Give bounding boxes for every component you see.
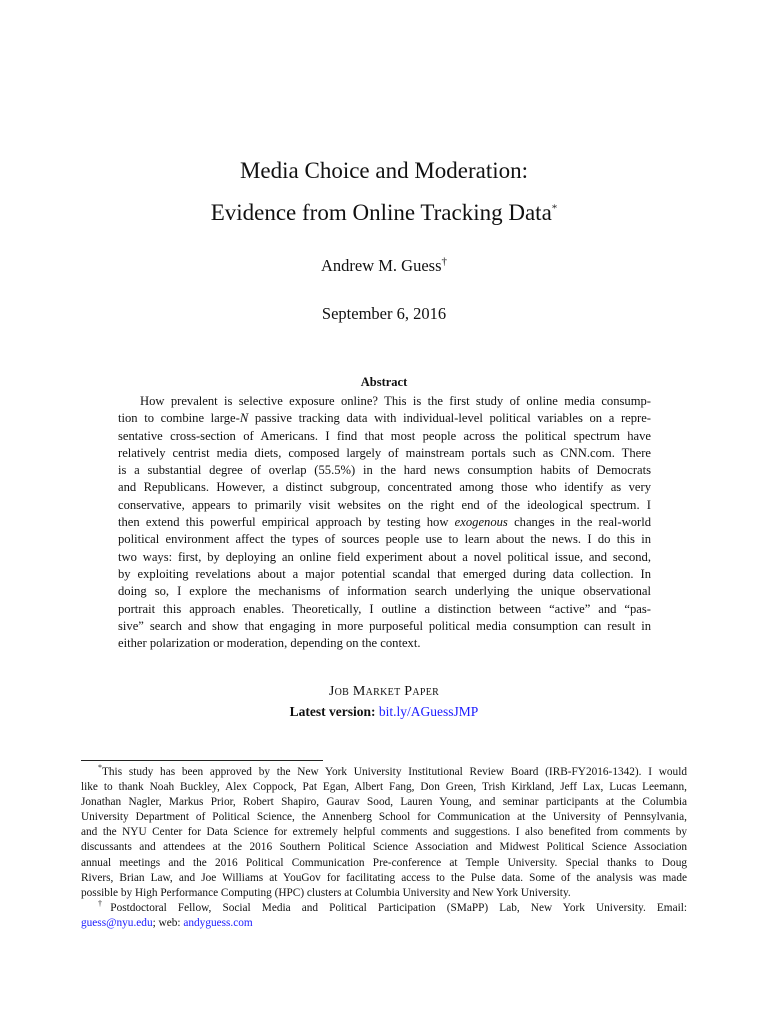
latest-version-label: Latest version: xyxy=(289,704,376,719)
abstract-heading: Abstract xyxy=(360,375,408,389)
footnote-1-line: University Department of Political Science, the Annenberg School for Communication at the University of Pennsylvania, xyxy=(81,811,687,824)
footnote-1-line: Jonathan Nagler, Markus Prior, Robert Shapiro, Gaurav Sood, Lauren Young, and seminar participants at the Columbia xyxy=(81,796,687,809)
website-link[interactable]: andyguess.com xyxy=(183,916,253,929)
paper-title-line-2 xyxy=(0,198,768,228)
footnote-1-line: and the NYU Center for Data Science for extremely helpful comments and suggestions. I also benefited from comments by xyxy=(81,826,687,839)
footnote-1-line: discussants and attendees at the 2016 Southern Political Science Association and Midwest Political Science Association xyxy=(81,841,687,854)
footnote-rule xyxy=(81,760,323,761)
abstract-line: then extend this powerful empirical approach by testing how exogenous changes in the real-world xyxy=(118,515,651,530)
abstract-line: and Republicans. However, a distinct subgroup, concentrated among those who identify as very xyxy=(118,480,651,495)
abstract-line: either polarization or moderation, depending on the context. xyxy=(118,636,421,651)
abstract-line: doing so, I explore the mechanisms of information search underlying the unique observational xyxy=(118,584,651,599)
email-link[interactable]: guess@nyu.edu xyxy=(81,916,153,929)
abstract-line: conservative, appears to primarily visit websites on the right end of the ideological spectrum. I xyxy=(118,497,651,512)
footnote-1-line xyxy=(81,765,687,780)
abstract-line: tion to combine large-N passive tracking data with individual-level political variables on a repre- xyxy=(118,411,651,426)
footnote-1-line: like to thank Noah Buckley, Alex Coppock, Pat Egan, Albert Fang, Don Green, Trish Kirkland, Jeff Lax, Lucas Leemann, xyxy=(81,781,687,794)
footnote-1-mark: * xyxy=(98,763,102,773)
abstract-line: portrait this approach enables. Theoretically, I outline a distinction between “active” and “pas- xyxy=(118,601,651,616)
title-text-1: Media Choice and Moderation: xyxy=(239,158,529,183)
abstract-line: sentative cross-section of Americans. I find that most people across the political spectrum have xyxy=(118,428,651,443)
author-name xyxy=(0,255,768,277)
web-label: ; web: xyxy=(152,916,181,929)
abstract-line: is a substantial degree of overlap (55.5%) in the hard news consumption habits of Democrats xyxy=(118,463,651,478)
footnote-2-contact xyxy=(81,916,687,931)
paper-title-line-1 xyxy=(0,156,768,186)
footnote-1-line: Rivers, Brian Law, and Joe Williams at YouGov for facilitating access to the Pulse data. Some of the analysis was made xyxy=(81,871,687,884)
abstract-body xyxy=(118,393,651,652)
footnote-2-text: Postdoctoral Fellow, Social Media and Political Participation (SMaPP) Lab, New York University. Email: xyxy=(110,901,687,914)
author-text: Andrew M. Guess xyxy=(320,256,442,275)
footnote-2-mark: † xyxy=(98,899,111,909)
abstract-line: by exploiting revelations about a major potential scandal that emerged during data collection. In xyxy=(118,566,651,581)
abstract-line: two ways: first, by deploying an online field experiment about a novel political issue, and second, xyxy=(118,549,651,564)
abstract-line: relatively centrist media diets, composed largely of mainstream portals such as CNN.com. There xyxy=(118,445,651,460)
title-footnote-mark: * xyxy=(551,202,558,215)
footnote-2-line xyxy=(81,901,687,916)
job-market-paper-label: Job Market Paper xyxy=(328,684,440,699)
footnotes xyxy=(81,765,687,931)
latest-version-link[interactable]: bit.ly/AGuessJMP xyxy=(378,704,479,719)
title-text-2: Evidence from Online Tracking Data xyxy=(210,200,552,225)
footnote-1-text: This study has been approved by the New York University Institutional Review Board (IRB-FY2016-1342). I would xyxy=(102,766,687,778)
latest-version-line xyxy=(0,702,768,721)
abstract-line: How prevalent is selective exposure online? This is the first study of online media consump- xyxy=(140,394,651,408)
paper-date: September 6, 2016 xyxy=(321,304,447,323)
abstract-line: political environment affect the types of sources people use to learn about the news. I do this in xyxy=(118,532,651,547)
footnote-1-line: possible by High Performance Computing (HPC) clusters at Columbia University and New York University. xyxy=(81,886,571,899)
abstract-line: sive” search and show that engaging in more purposeful political media consumption can result in xyxy=(118,618,651,633)
author-footnote-mark: † xyxy=(441,255,448,268)
footnote-1-line: annual meetings and the 2016 Political Communication Pre-conference at Temple University. Special thanks to Doug xyxy=(81,856,687,869)
